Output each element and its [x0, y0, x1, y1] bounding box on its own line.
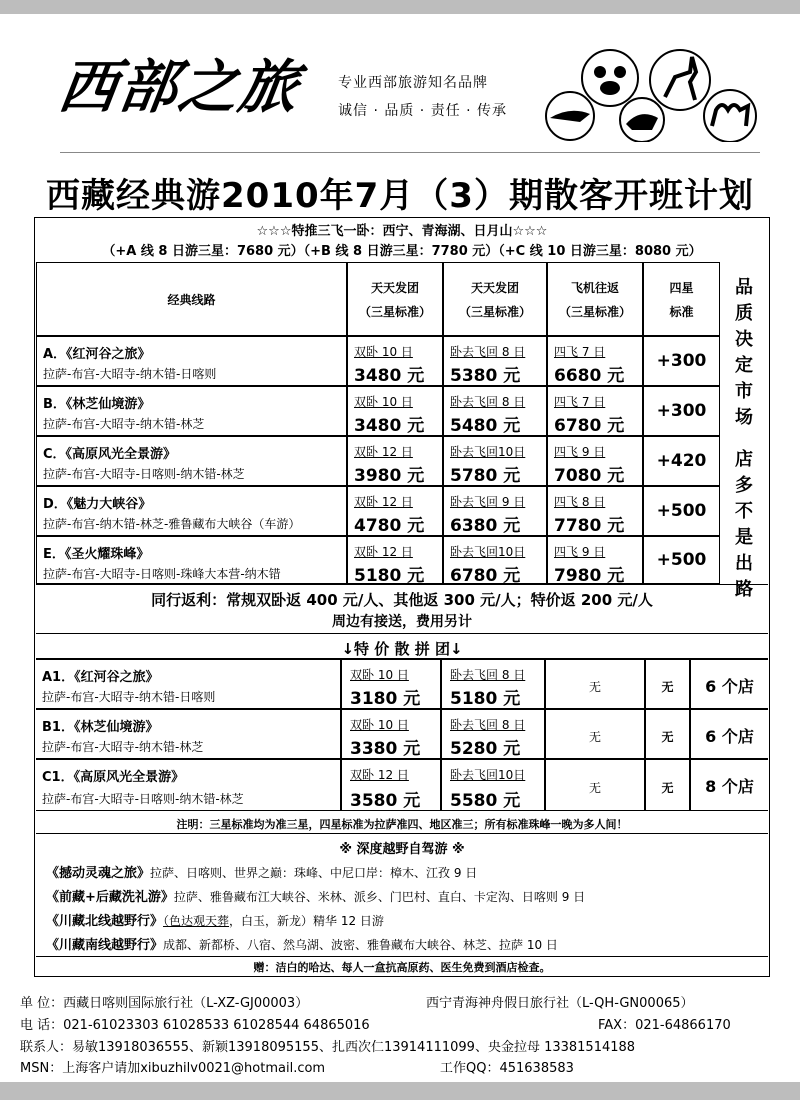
special-col2-label: 卧去飞回10日: [450, 768, 526, 782]
footer-unit-1: 单 位：西藏日喀则国际旅行社（L-XZ-GJ00003）: [20, 996, 309, 1011]
route-col1-price: 4780 元: [354, 516, 425, 536]
route-col3-cell: [547, 436, 643, 486]
route-path: 拉萨-布宫-大昭寺-日喀则-纳木错-林芝: [43, 467, 245, 481]
header-col3-line2: （三星标准）: [558, 305, 631, 319]
route-col4-cell: [643, 436, 720, 486]
drive-item: [46, 886, 766, 905]
drive-item: [46, 910, 766, 929]
side-char: 不: [735, 501, 753, 522]
special-col4-cell: [645, 759, 690, 811]
side-char: 品: [735, 277, 753, 298]
footer-qq: 工作QQ：451638583: [440, 1061, 574, 1076]
special-name-cell: [36, 659, 341, 709]
route-name-cell: [36, 336, 347, 386]
side-gap: [724, 431, 764, 447]
drive-item: [46, 862, 766, 881]
route-col2-cell: [443, 486, 547, 536]
side-char: 市: [735, 381, 753, 402]
route-name: C．《高原风光全景游》: [43, 447, 177, 462]
route-name-cell: [36, 436, 347, 486]
special-stores: 8 个店: [705, 777, 754, 796]
route-col1-cell: [347, 386, 443, 436]
special-stores: 6 个店: [705, 677, 754, 696]
side-char: 质: [735, 303, 753, 324]
drive-name: 《川藏南线越野行》: [46, 938, 164, 953]
route-col2-price: 6380 元: [450, 516, 521, 536]
antelope-icon: [650, 50, 710, 110]
route-col2-price: 5480 元: [450, 416, 521, 436]
drive-desc: 成都、新都桥、八宿、然乌湖、波密、雅鲁藏布大峡谷、林芝、拉萨 10 日: [163, 938, 558, 952]
route-col3-cell: [547, 386, 643, 436]
route-col2-price: 6780 元: [450, 566, 521, 586]
route-col1-price: 3480 元: [354, 366, 425, 386]
route-col3-price: 6780 元: [554, 416, 625, 436]
route-col3-cell: [547, 536, 643, 584]
route-path: 拉萨-布宫-大昭寺-纳木错-林芝: [43, 417, 205, 431]
route-col2-label: 卧去飞回10日: [450, 445, 526, 459]
header-col2-line2: （三星标准）: [458, 305, 531, 319]
route-col1-label: 双卧 12 日: [354, 495, 413, 509]
route-col2-label: 卧去飞回 8 日: [450, 345, 526, 359]
side-char: 是: [735, 527, 753, 548]
route-col3-label: 四飞 8 日: [554, 495, 606, 509]
drive-title: ※ 深度越野自驾游 ※: [339, 842, 465, 857]
drive-item: [46, 934, 766, 953]
special-name: A1．《红河谷之旅》: [42, 670, 159, 685]
header-col1-line2: （三星标准）: [358, 305, 431, 319]
special-col4-cell: [645, 659, 690, 709]
side-slogan: [724, 275, 764, 603]
header-col1-line1: 天天发团: [370, 281, 419, 295]
route-col4-surcharge: +300: [656, 351, 707, 371]
gift-divider: [36, 956, 768, 957]
route-col2-price: 5780 元: [450, 466, 521, 486]
special-title: ↓特 价 散 拼 团↓: [341, 640, 463, 658]
note-divider: [36, 833, 768, 834]
footer-fax: FAX：021-64866170: [598, 1018, 731, 1033]
drive-name: 《撼动灵魂之旅》: [46, 866, 151, 881]
drive-desc-underlined: （色达观天葬: [163, 914, 230, 928]
special-col3-cell: [545, 709, 645, 759]
special-col1-label: 双卧 12 日: [350, 768, 409, 782]
footer-contact: 联系人：易敏13918036555、新颖13918095155、扎西次仁13914111099、央金拉母 13381514188: [20, 1040, 636, 1055]
special-name: B1．《林芝仙境游》: [42, 720, 159, 735]
special-path: 拉萨-布宫-大昭寺-纳木错-日喀则: [42, 690, 216, 704]
footer-unit-2: 西宁青海神舟假日旅行社（L-QH-GN00065）: [426, 996, 694, 1011]
rebate-line-2: 周边有接送，费用另计: [332, 614, 472, 630]
special-stores-cell: [690, 759, 768, 811]
drive-name: 《川藏北线越野行》: [46, 914, 164, 929]
special-col2-price: 5280 元: [450, 739, 521, 759]
page-title: 西藏经典游2010年7月（3）期散客开班计划: [46, 176, 754, 216]
route-name: B．《林芝仙境游》: [43, 397, 151, 412]
special-name: C1．《高原风光全景游》: [42, 770, 185, 785]
footer-phone: 电 话：021-61023303 61028533 61028544 64865016: [20, 1018, 370, 1033]
route-col1-cell: [347, 486, 443, 536]
special-col4-value: 无: [661, 680, 674, 694]
gift-text: 赠：洁白的哈达、每人一盒抗高原药、医生免费到酒店检查。: [253, 961, 551, 974]
header-route: 经典线路: [167, 293, 216, 307]
header-route-cell: [36, 262, 347, 336]
route-col1-price: 3480 元: [354, 416, 425, 436]
route-name-cell: [36, 536, 347, 584]
special-col3-value: 无: [588, 730, 601, 744]
route-col4-cell: [643, 486, 720, 536]
side-char: 场: [735, 407, 753, 428]
special-col2-label: 卧去飞回 8 日: [450, 718, 526, 732]
special-col3-value: 无: [588, 680, 601, 694]
top-bar: [0, 0, 800, 14]
special-col4-cell: [645, 709, 690, 759]
special-col3-cell: [545, 659, 645, 709]
drive-desc: 拉萨、雅鲁藏布江大峡谷、米林、派乡、门巴村、直白、卡定沟、日喀则 9 日: [173, 890, 586, 904]
special-col1-label: 双卧 10 日: [350, 718, 409, 732]
special-path: 拉萨-布宫-大昭寺-日喀则-纳木错-林芝: [42, 792, 244, 806]
side-char: 路: [735, 579, 753, 600]
route-col3-price: 6680 元: [554, 366, 625, 386]
header-col4-line1: 四星: [669, 281, 694, 295]
route-col1-label: 双卧 12 日: [354, 545, 413, 559]
header-col2-cell: [443, 262, 547, 336]
route-path: 拉萨-布宫-大昭寺-纳木错-日喀则: [43, 367, 217, 381]
route-col1-cell: [347, 436, 443, 486]
special-col4-value: 无: [661, 730, 674, 744]
route-col2-cell: [443, 386, 547, 436]
route-col1-cell: [347, 536, 443, 584]
drive-name: 《前藏+后藏洗礼游》: [46, 890, 174, 905]
animal-emblems: [540, 42, 780, 142]
route-col1-label: 双卧 10 日: [354, 345, 413, 359]
route-col3-label: 四飞 9 日: [554, 545, 606, 559]
rebate-box: [36, 584, 768, 634]
route-col3-label: 四飞 7 日: [554, 395, 606, 409]
special-col2-label: 卧去飞回 8 日: [450, 668, 526, 682]
route-col3-price: 7980 元: [554, 566, 625, 586]
route-col1-label: 双卧 10 日: [354, 395, 413, 409]
drive-desc: ，白玉，新龙）精华 12 日游: [229, 914, 384, 928]
slogan-line-2: 诚信 · 品质 · 责任 · 传承: [338, 103, 508, 119]
route-col4-surcharge: +300: [656, 401, 707, 421]
route-col3-cell: [547, 486, 643, 536]
route-col4-surcharge: +420: [656, 451, 707, 471]
route-name: E．《圣火耀珠峰》: [43, 547, 150, 562]
route-col4-surcharge: +500: [656, 501, 707, 521]
header-col2-line1: 天天发团: [470, 281, 519, 295]
special-col1-price: 3580 元: [350, 791, 421, 811]
special-col1-price: 3380 元: [350, 739, 421, 759]
special-col2-price: 5580 元: [450, 791, 521, 811]
side-char: 店: [735, 449, 753, 470]
side-char: 定: [735, 355, 753, 376]
side-char: 多: [735, 475, 753, 496]
note-text: 注明：三星标准均为准三星，四星标准为拉萨准四、地区准三；所有标准珠峰一晚为多人间！: [176, 818, 628, 831]
rebate-line-1: 同行返利：常规双卧返 400 元/人、其他返 300 元/人；特价返 200 元/人: [151, 591, 653, 609]
special-col2-cell: [441, 759, 545, 811]
special-col3-cell: [545, 759, 645, 811]
route-name: A．《红河谷之旅》: [43, 347, 151, 362]
route-col2-label: 卧去飞回10日: [450, 545, 526, 559]
route-col2-price: 5380 元: [450, 366, 521, 386]
drive-desc: 拉萨、日喀则、世界之巅：珠峰、中尼口岸：樟木、江孜 9 日: [150, 866, 478, 880]
special-col1-price: 3180 元: [350, 689, 421, 709]
special-col1-label: 双卧 10 日: [350, 668, 409, 682]
route-col1-price: 5180 元: [354, 566, 425, 586]
special-stores: 6 个店: [705, 727, 754, 746]
route-col3-label: 四飞 7 日: [554, 345, 606, 359]
footer-msn: MSN：上海客户请加xibuzhilv0021@hotmail.com: [20, 1061, 326, 1076]
slogan-line-1: 专业西部旅游知名品牌: [338, 75, 488, 91]
route-col4-cell: [643, 386, 720, 436]
header-divider: [60, 152, 760, 153]
bottom-bar: [0, 1082, 800, 1100]
header-col3-cell: [547, 262, 643, 336]
header-col3-line1: 飞机往返: [570, 281, 619, 295]
special-col1-cell: [341, 659, 441, 709]
special-name-cell: [36, 759, 341, 811]
special-stores-cell: [690, 709, 768, 759]
route-col3-price: 7080 元: [554, 466, 625, 486]
special-col2-cell: [441, 659, 545, 709]
special-col1-cell: [341, 759, 441, 811]
route-col1-price: 3980 元: [354, 466, 425, 486]
special-stores-cell: [690, 659, 768, 709]
special-path: 拉萨-布宫-大昭寺-纳木错-林芝: [42, 740, 204, 754]
route-col3-cell: [547, 336, 643, 386]
route-col3-price: 7780 元: [554, 516, 625, 536]
promo-line-2: （+A 线 8 日游三星：7680 元）（+B 线 8 日游三星：7780 元）（+C 线 10 日游三星：8080 元）: [102, 244, 702, 259]
header-col4-cell: [643, 262, 720, 336]
special-name-cell: [36, 709, 341, 759]
side-char: 决: [735, 329, 753, 350]
special-col1-cell: [341, 709, 441, 759]
brand-logo: 西部之旅: [54, 53, 305, 121]
promo-line-1: ☆☆☆特推三飞一卧：西宁、青海湖、日月山☆☆☆: [256, 224, 548, 239]
route-path: 拉萨-布宫-大昭寺-日喀则-珠峰大本营-纳木错: [43, 567, 281, 581]
route-col4-cell: [643, 536, 720, 584]
route-col4-surcharge: +500: [656, 550, 707, 570]
special-col3-value: 无: [588, 781, 601, 795]
route-col3-label: 四飞 9 日: [554, 445, 606, 459]
route-name-cell: [36, 386, 347, 436]
route-col2-cell: [443, 436, 547, 486]
special-col2-cell: [441, 709, 545, 759]
special-col4-value: 无: [661, 781, 674, 795]
route-col2-cell: [443, 336, 547, 386]
route-col2-cell: [443, 536, 547, 584]
header-col4-line2: 标准: [669, 305, 694, 319]
route-col2-label: 卧去飞回 9 日: [450, 495, 526, 509]
route-name: D．《魅力大峡谷》: [43, 497, 152, 512]
header-col1-cell: [347, 262, 443, 336]
route-col2-label: 卧去飞回 8 日: [450, 395, 526, 409]
panda-icon: [582, 50, 638, 106]
route-col1-label: 双卧 12 日: [354, 445, 413, 459]
route-path: 拉萨-布宫-纳木错-林芝-雅鲁藏布大峡谷（车游）: [43, 517, 301, 531]
route-col4-cell: [643, 336, 720, 386]
side-char: 出: [735, 553, 753, 574]
route-name-cell: [36, 486, 347, 536]
special-col2-price: 5180 元: [450, 689, 521, 709]
route-col1-cell: [347, 336, 443, 386]
